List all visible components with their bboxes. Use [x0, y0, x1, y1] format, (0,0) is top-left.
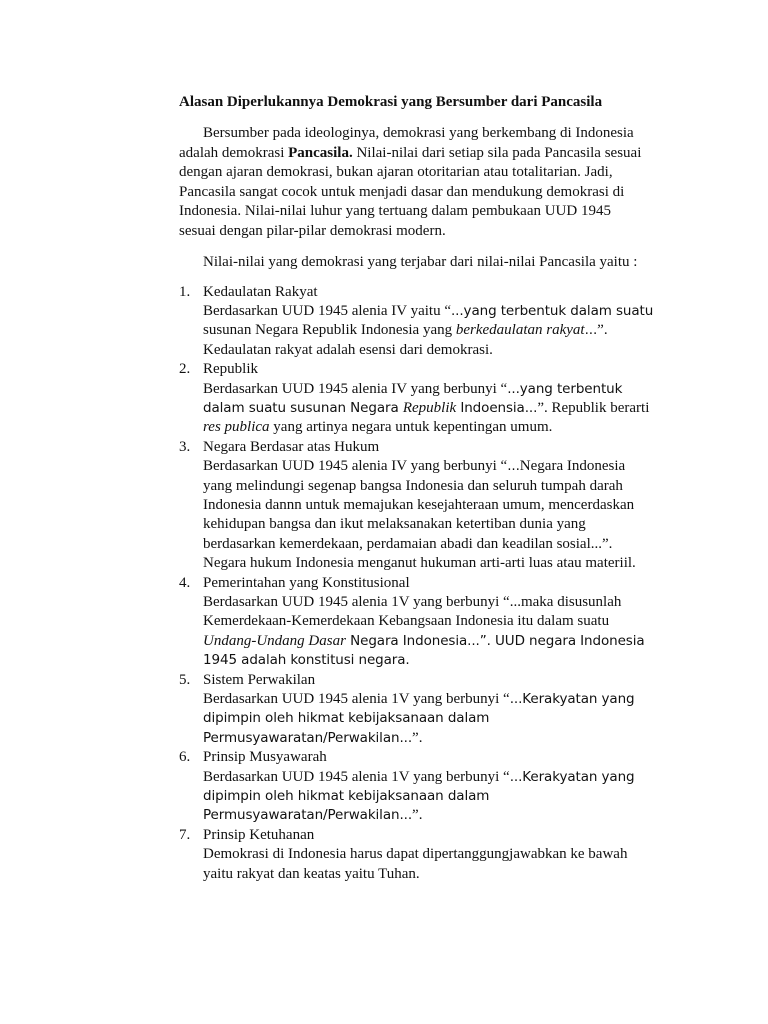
item-body — [203, 457, 656, 573]
list-item — [179, 574, 656, 671]
item-text: ”. Negara hukum Indonesia menganut hukuman arti-arti luas atau materiil. — [203, 535, 636, 572]
item-title: Republik — [203, 361, 258, 378]
item-text: Berdasarkan UUD 1945 alenia IV yang berbunyi “ — [203, 458, 508, 475]
list-item — [179, 360, 656, 438]
item-quote: ...yang terbentuk dalam suatu susunan Negara — [203, 380, 623, 416]
item-italic: berkedaulatan rakyat — [455, 322, 585, 339]
item-text: ”. Republik berarti — [537, 399, 650, 416]
list-item — [179, 748, 656, 826]
intro-text-1: Bersumber pada ideologinya, demokrasi yang berkembang di Indonesia adalah demokrasi — [179, 125, 634, 161]
item-body — [203, 690, 656, 748]
lead-paragraph: Nilai-nilai yang demokrasi yang terjabar dari nilai-nilai Pancasila yaitu : — [203, 254, 638, 270]
item-number: 6. — [179, 749, 191, 766]
item-number: 2. — [179, 361, 191, 378]
item-title: Kedaulatan Rakyat — [203, 283, 318, 300]
item-text: ”. — [412, 807, 423, 824]
item-text: Berdasarkan UUD 1945 alenia IV yang berbunyi “ — [203, 380, 508, 397]
list-item — [179, 671, 656, 749]
item-title: Prinsip Musyawarah — [203, 749, 327, 766]
item-quote: ”. UUD negara Indonesia 1945 adalah konstitusi negara. — [203, 632, 645, 669]
item-number: 1. — [179, 283, 191, 300]
item-body — [203, 768, 656, 826]
document-title: Alasan Diperlukannya Demokrasi yang Bersumber dari Pancasila — [179, 94, 603, 110]
item-quote: ...Kerakyatan yang dipimpin oleh hikmat kebijaksanaan dalam Permusyawaratan/Perwakilan... — [203, 768, 635, 824]
list-item — [179, 283, 656, 361]
item-text: Berdasarkan UUD 1945 alenia IV yaitu “ — [203, 302, 451, 319]
item-body — [203, 593, 656, 671]
item-quote: ...yang terbentuk dalam suatu — [450, 302, 654, 319]
item-text: Negara Indonesia yang melindungi segenap bangsa Indonesia dan seluruh tumpah darah Indonesia dannn untuk memajukan kesejahteraan umum, mencerdaskan kehidupan bangsa dan ikut melaksanakan ketertiban dunia yang — [203, 458, 635, 533]
item-title: Sistem Perwakilan — [203, 671, 316, 688]
item-text: ...maka disusunlah Kemerdekaan-Kemerdekaan Kebangsaan Indonesia itu dalam suatu — [203, 594, 622, 630]
item-italic: Undang-Undang Dasar — [203, 632, 346, 649]
item-body — [203, 380, 656, 438]
item-text: Berdasarkan UUD 1945 alenia 1V yang berbunyi “ — [203, 768, 510, 785]
item-quote: Indoensia... — [456, 399, 538, 416]
item-text: susunan Negara Republik Indonesia yang — [203, 322, 456, 339]
item-italic: Republik — [402, 399, 457, 416]
item-title: Pemerintahan yang Konstitusional — [203, 574, 410, 591]
item-number: 5. — [179, 671, 191, 688]
item-quote: ...Kerakyatan yang dipimpin oleh hikmat kebijaksanaan dalam Permusyawaratan/Perwakilan... — [203, 691, 635, 746]
item-number: 7. — [179, 826, 191, 843]
intro-bold-pancasila: Pancasila. — [288, 144, 353, 161]
values-list — [179, 283, 656, 885]
item-text: yang artinya negara untuk kepentingan umum. — [269, 419, 553, 436]
item-title: Negara Berdasar atas Hukum — [203, 438, 380, 455]
item-number: 4. — [179, 574, 191, 591]
item-text: ”. — [412, 729, 423, 746]
item-body: Demokrasi di Indonesia harus dapat dipertanggungjawabkan ke bawah yaitu rakyat dan keatas yaitu Tuhan. — [203, 846, 628, 882]
intro-paragraph — [179, 124, 647, 241]
item-title: Prinsip Ketuhanan — [203, 826, 315, 843]
list-item — [179, 438, 656, 574]
item-quote: ... — [584, 322, 598, 339]
item-text: Berdasarkan UUD 1945 alenia 1V yang berbunyi “ — [203, 594, 510, 610]
list-item — [179, 826, 656, 884]
item-quote: Negara Indonesia... — [345, 632, 480, 649]
item-text: berdasarkan kemerdekaan, perdamaian abadi dan keadilan sosial... — [203, 535, 602, 552]
item-quote: ... — [507, 458, 520, 475]
intro-text-2: Nilai-nilai dari setiap sila pada Pancasila sesuai dengan ajaran demokrasi, bukan ajaran otoritarian atau totalitarian. Jadi, Pancasila sangat cocok untuk menjadi dasar dan mendukung demokrasi di Indonesia. Nilai-nilai luhur yang tertuang dalam pembukaan UUD 1945 sesuai dengan pilar-pilar demokrasi modern. — [179, 144, 642, 239]
item-number: 3. — [179, 438, 191, 455]
item-text: ”. Kedaulatan rakyat adalah esensi dari demokrasi. — [203, 322, 608, 358]
item-text: Berdasarkan UUD 1945 alenia 1V yang berbunyi “ — [203, 691, 510, 708]
item-body — [203, 302, 656, 360]
item-italic: res publica — [203, 419, 270, 436]
